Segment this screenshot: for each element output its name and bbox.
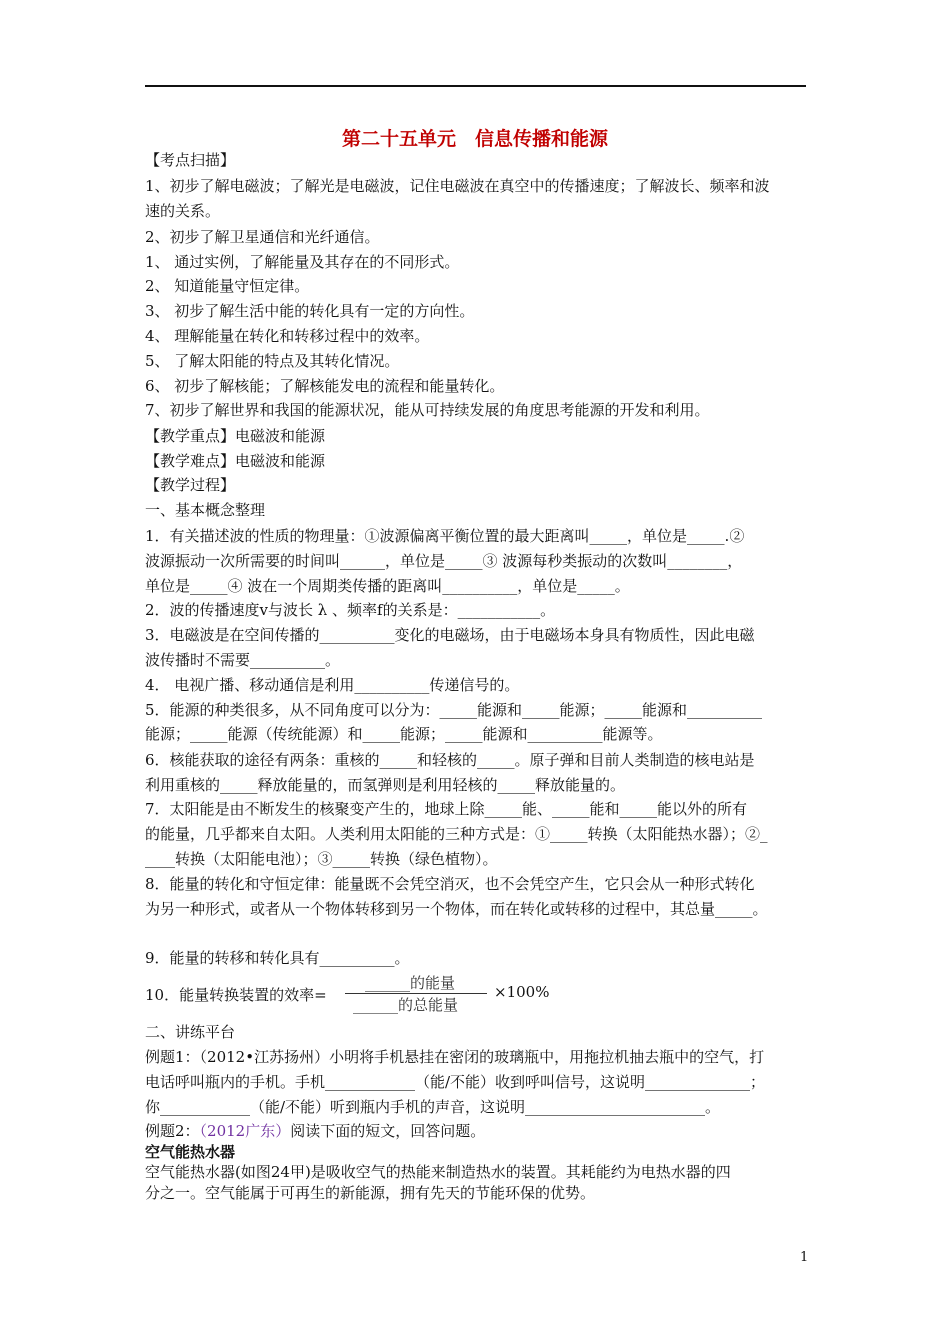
text-line: 9．能量的转移和转化具有__________。 (145, 949, 410, 967)
text-line: 例题1：（2012•江苏扬州）小明将手机悬挂在密闭的玻璃瓶中，用拖拉机抽去瓶中的空气，打 (145, 1048, 765, 1066)
text-line: 7、初步了解世界和我国的能源状况，能从可持续发展的角度思考能源的开发和利用。 (145, 401, 710, 419)
text-line: 为另一种形式，或者从一个物体转移到另一个物体，而在转化或转移的过程中，其总量_____。 (145, 900, 768, 918)
text-line: 3．电磁波是在空间传播的__________变化的电磁场，由于电磁场本身具有物质性，因此电磁 (145, 626, 755, 644)
section-heading: 二、讲练平台 (145, 1023, 236, 1041)
section-heading: 一、基本概念整理 (145, 501, 266, 519)
text-line: 1、 通过实例，了解能量及其存在的不同形式。 (145, 253, 460, 271)
text-line: 2、 知道能量守恒定律。 (145, 277, 310, 295)
text-line: 速的关系。 (145, 202, 221, 220)
text-line: 6．核能获取的途径有两条：重核的_____和轻核的_____。原子弹和目前人类制造的核电站是 (145, 751, 755, 769)
example2-line (145, 1121, 485, 1141)
text-line: 能源；_____能源（传统能源）和_____能源；_____能源和__________能源等。 (145, 725, 663, 743)
page-number: 1 (800, 1250, 809, 1265)
text-line: 【教学过程】 (145, 476, 236, 494)
text-line: 5．能源的种类很多，从不同角度可以分为：_____能源和_____能源；_____能源和__________ (145, 701, 763, 719)
text-line: 5、 了解太阳能的特点及其转化情况。 (145, 352, 400, 370)
example2-prefix: 例题2： (145, 1122, 200, 1140)
example2-suffix: 阅读下面的短文，回答问题。 (290, 1122, 486, 1140)
text-line: 8．能量的转化和守恒定律：能量既不会凭空消灭，也不会凭空产生，它只会从一种形式转化 (145, 875, 755, 893)
formula-multiplier: ×100% (494, 983, 550, 1001)
text-line: 波源振动一次所需要的时间叫______，单位是_____③ 波源每秒类振动的次数叫________， (145, 552, 743, 570)
text-line: 10．能量转换装置的效率= (145, 986, 327, 1004)
text-line: ____转换（太阳能电池）；③_____转换（绿色植物）。 (145, 850, 498, 868)
text-line: 1．有关描述波的性质的物理量：①波源偏离平衡位置的最大距离叫_____，单位是_____.② (145, 527, 745, 545)
text-line: 【教学重点】电磁波和能源 (145, 427, 326, 445)
text-line: 电话呼叫瓶内的手机。手机____________（能/不能）收到呼叫信号，这说明______________； (145, 1073, 766, 1091)
text-line: 2．波的传播速度v与波长 λ 、频率f的关系是：___________。 (145, 601, 556, 619)
paragraph-line: 分之一。空气能属于可再生的新能源，拥有先天的节能环保的优势。 (145, 1184, 596, 1202)
text-line: 6、 初步了解核能；了解核能发电的流程和能量转化。 (145, 377, 505, 395)
text-line: 3、 初步了解生活中能的转化具有一定的方向性。 (145, 302, 475, 320)
subheading: 空气能热水器 (145, 1143, 236, 1161)
text-line: 的能量，几乎都来自太阳。人类利用太阳能的三种方式是：①_____转换（太阳能热水器）；②_ (145, 825, 768, 843)
text-line: 【教学难点】电磁波和能源 (145, 452, 326, 470)
example2-source: （2012广东） (199, 1122, 291, 1140)
text-line: 你____________（能/不能）听到瓶内手机的声音，这说明________________________。 (145, 1098, 721, 1116)
text-line: 4、 理解能量在转化和转移过程中的效率。 (145, 327, 430, 345)
text-line: 【考点扫描】 (145, 151, 236, 169)
formula-denominator: ______的总能量 (353, 996, 459, 1014)
formula-numerator: ______的能量 (365, 974, 456, 992)
text-line: 利用重核的_____释放能量的，而氢弹则是利用轻核的_____释放能量的。 (145, 776, 626, 794)
text-line: 4． 电视广播、移动通信是利用__________传递信号的。 (145, 676, 520, 694)
text-line: 2、初步了解卫星通信和光纤通信。 (145, 228, 380, 246)
header-rule (145, 85, 806, 87)
page-title: 第二十五单元 信息传播和能源 (341, 128, 608, 150)
text-line: 单位是_____④ 波在一个周期类传播的距离叫__________，单位是_____。 (145, 577, 630, 595)
text-line: 1、初步了解电磁波；了解光是电磁波，记住电磁波在真空中的传播速度；了解波长、频率和波 (145, 177, 770, 195)
text-line: 波传播时不需要__________。 (145, 651, 341, 669)
paragraph-line: 空气能热水器(如图24甲)是吸收空气的热能来制造热水的装置。其耗能约为电热水器的四 (145, 1163, 731, 1181)
text-line: 7．太阳能是由不断发生的核聚变产生的，地球上除_____能、_____能和_____能以外的所有 (145, 800, 748, 818)
